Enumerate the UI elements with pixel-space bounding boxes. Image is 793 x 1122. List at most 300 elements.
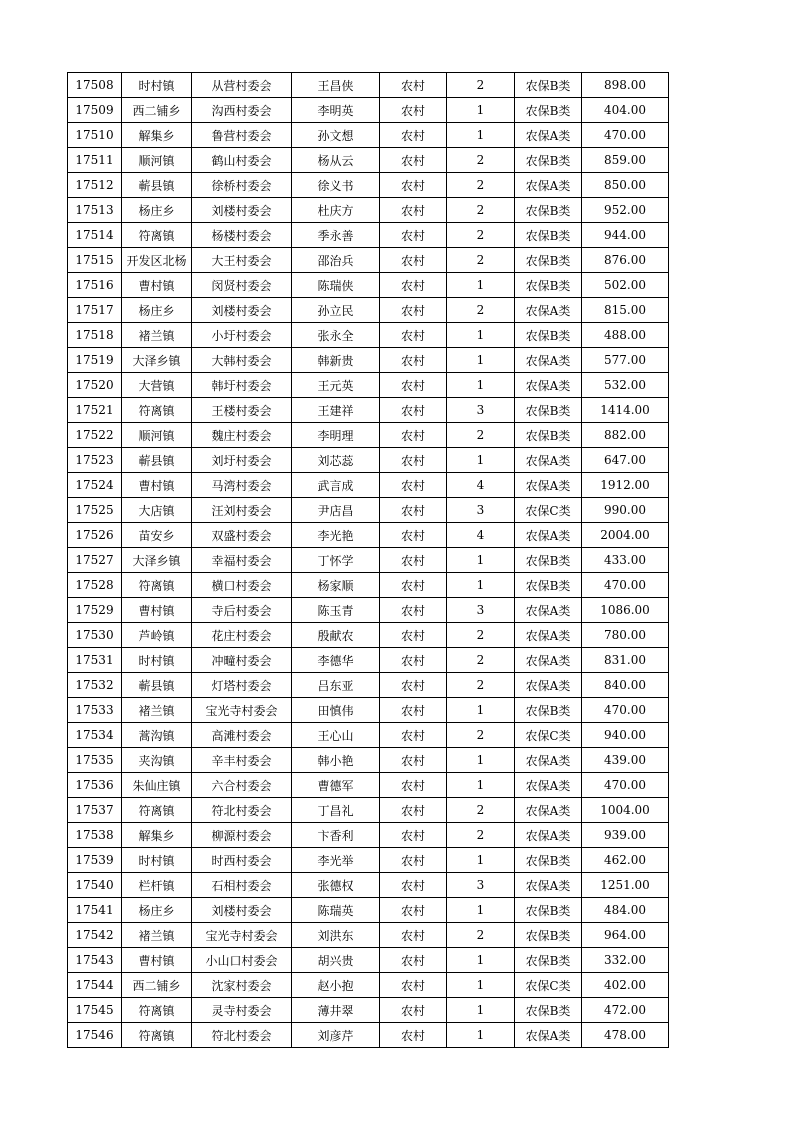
household-count-cell: 2 bbox=[447, 423, 515, 448]
amount-cell: 898.00 bbox=[582, 73, 669, 98]
table-body bbox=[68, 73, 669, 1048]
town-cell: 褚兰镇 bbox=[122, 323, 192, 348]
village-committee-cell: 杨楼村委会 bbox=[192, 223, 292, 248]
village-committee-cell: 小山口村委会 bbox=[192, 948, 292, 973]
insurance-category-cell: 农保B类 bbox=[515, 148, 582, 173]
area-type-cell: 农村 bbox=[380, 298, 447, 323]
village-committee-cell: 冲疃村委会 bbox=[192, 648, 292, 673]
area-type-cell: 农村 bbox=[380, 623, 447, 648]
amount-cell: 940.00 bbox=[582, 723, 669, 748]
town-cell: 西二铺乡 bbox=[122, 973, 192, 998]
village-committee-cell: 寺后村委会 bbox=[192, 598, 292, 623]
town-cell: 大店镇 bbox=[122, 498, 192, 523]
household-count-cell: 1 bbox=[447, 698, 515, 723]
amount-cell: 944.00 bbox=[582, 223, 669, 248]
insurance-category-cell: 农保A类 bbox=[515, 798, 582, 823]
record-id-cell: 17539 bbox=[68, 848, 122, 873]
village-committee-cell: 魏庄村委会 bbox=[192, 423, 292, 448]
insurance-category-cell: 农保A类 bbox=[515, 823, 582, 848]
amount-cell: 404.00 bbox=[582, 98, 669, 123]
village-committee-cell: 宝光寺村委会 bbox=[192, 698, 292, 723]
record-id-cell: 17543 bbox=[68, 948, 122, 973]
person-name-cell: 丁怀学 bbox=[292, 548, 380, 573]
insurance-category-cell: 农保B类 bbox=[515, 998, 582, 1023]
person-name-cell: 李德华 bbox=[292, 648, 380, 673]
table-row bbox=[68, 723, 669, 748]
household-count-cell: 2 bbox=[447, 648, 515, 673]
table-row bbox=[68, 698, 669, 723]
record-id-cell: 17536 bbox=[68, 773, 122, 798]
household-count-cell: 3 bbox=[447, 398, 515, 423]
village-committee-cell: 从营村委会 bbox=[192, 73, 292, 98]
household-count-cell: 4 bbox=[447, 523, 515, 548]
amount-cell: 1912.00 bbox=[582, 473, 669, 498]
village-committee-cell: 柳源村委会 bbox=[192, 823, 292, 848]
amount-cell: 859.00 bbox=[582, 148, 669, 173]
area-type-cell: 农村 bbox=[380, 498, 447, 523]
person-name-cell: 李明理 bbox=[292, 423, 380, 448]
village-committee-cell: 辛丰村委会 bbox=[192, 748, 292, 773]
record-id-cell: 17511 bbox=[68, 148, 122, 173]
area-type-cell: 农村 bbox=[380, 373, 447, 398]
insurance-category-cell: 农保A类 bbox=[515, 773, 582, 798]
amount-cell: 647.00 bbox=[582, 448, 669, 473]
insurance-category-cell: 农保B类 bbox=[515, 73, 582, 98]
amount-cell: 478.00 bbox=[582, 1023, 669, 1048]
household-count-cell: 1 bbox=[447, 998, 515, 1023]
area-type-cell: 农村 bbox=[380, 648, 447, 673]
insurance-category-cell: 农保A类 bbox=[515, 673, 582, 698]
village-committee-cell: 灯塔村委会 bbox=[192, 673, 292, 698]
insurance-category-cell: 农保A类 bbox=[515, 748, 582, 773]
household-count-cell: 2 bbox=[447, 173, 515, 198]
record-id-cell: 17524 bbox=[68, 473, 122, 498]
household-count-cell: 1 bbox=[447, 748, 515, 773]
table-row bbox=[68, 748, 669, 773]
amount-cell: 939.00 bbox=[582, 823, 669, 848]
table-row bbox=[68, 898, 669, 923]
household-count-cell: 2 bbox=[447, 923, 515, 948]
household-count-cell: 1 bbox=[447, 973, 515, 998]
area-type-cell: 农村 bbox=[380, 248, 447, 273]
area-type-cell: 农村 bbox=[380, 348, 447, 373]
insurance-category-cell: 农保C类 bbox=[515, 498, 582, 523]
area-type-cell: 农村 bbox=[380, 1023, 447, 1048]
town-cell: 芦岭镇 bbox=[122, 623, 192, 648]
amount-cell: 488.00 bbox=[582, 323, 669, 348]
household-count-cell: 3 bbox=[447, 598, 515, 623]
village-committee-cell: 符北村委会 bbox=[192, 798, 292, 823]
town-cell: 时村镇 bbox=[122, 848, 192, 873]
insurance-category-cell: 农保B类 bbox=[515, 323, 582, 348]
record-id-cell: 17537 bbox=[68, 798, 122, 823]
table-row bbox=[68, 648, 669, 673]
area-type-cell: 农村 bbox=[380, 173, 447, 198]
insurance-category-cell: 农保B类 bbox=[515, 698, 582, 723]
record-id-cell: 17541 bbox=[68, 898, 122, 923]
insurance-category-cell: 农保A类 bbox=[515, 173, 582, 198]
amount-cell: 964.00 bbox=[582, 923, 669, 948]
record-id-cell: 17514 bbox=[68, 223, 122, 248]
village-committee-cell: 大王村委会 bbox=[192, 248, 292, 273]
amount-cell: 462.00 bbox=[582, 848, 669, 873]
village-committee-cell: 横口村委会 bbox=[192, 573, 292, 598]
household-count-cell: 1 bbox=[447, 1023, 515, 1048]
household-count-cell: 1 bbox=[447, 273, 515, 298]
household-count-cell: 2 bbox=[447, 673, 515, 698]
person-name-cell: 杜庆方 bbox=[292, 198, 380, 223]
area-type-cell: 农村 bbox=[380, 923, 447, 948]
town-cell: 杨庄乡 bbox=[122, 298, 192, 323]
area-type-cell: 农村 bbox=[380, 598, 447, 623]
record-id-cell: 17545 bbox=[68, 998, 122, 1023]
area-type-cell: 农村 bbox=[380, 573, 447, 598]
area-type-cell: 农村 bbox=[380, 948, 447, 973]
amount-cell: 831.00 bbox=[582, 648, 669, 673]
area-type-cell: 农村 bbox=[380, 848, 447, 873]
table-row bbox=[68, 398, 669, 423]
village-committee-cell: 刘楼村委会 bbox=[192, 898, 292, 923]
insurance-category-cell: 农保A类 bbox=[515, 1023, 582, 1048]
person-name-cell: 刘芯蕊 bbox=[292, 448, 380, 473]
household-count-cell: 1 bbox=[447, 898, 515, 923]
person-name-cell: 胡兴贵 bbox=[292, 948, 380, 973]
insurance-category-cell: 农保B类 bbox=[515, 548, 582, 573]
town-cell: 西二铺乡 bbox=[122, 98, 192, 123]
table-row bbox=[68, 823, 669, 848]
table-row bbox=[68, 223, 669, 248]
person-name-cell: 刘彦芹 bbox=[292, 1023, 380, 1048]
person-name-cell: 田慎伟 bbox=[292, 698, 380, 723]
amount-cell: 1251.00 bbox=[582, 873, 669, 898]
village-committee-cell: 六合村委会 bbox=[192, 773, 292, 798]
village-committee-cell: 小圩村委会 bbox=[192, 323, 292, 348]
village-committee-cell: 马湾村委会 bbox=[192, 473, 292, 498]
village-committee-cell: 鲁营村委会 bbox=[192, 123, 292, 148]
insurance-category-cell: 农保A类 bbox=[515, 448, 582, 473]
person-name-cell: 李光举 bbox=[292, 848, 380, 873]
village-committee-cell: 高滩村委会 bbox=[192, 723, 292, 748]
amount-cell: 990.00 bbox=[582, 498, 669, 523]
area-type-cell: 农村 bbox=[380, 73, 447, 98]
village-committee-cell: 时西村委会 bbox=[192, 848, 292, 873]
person-name-cell: 曹德军 bbox=[292, 773, 380, 798]
town-cell: 栏杆镇 bbox=[122, 873, 192, 898]
household-count-cell: 1 bbox=[447, 348, 515, 373]
amount-cell: 780.00 bbox=[582, 623, 669, 648]
village-committee-cell: 灵寺村委会 bbox=[192, 998, 292, 1023]
household-count-cell: 2 bbox=[447, 73, 515, 98]
area-type-cell: 农村 bbox=[380, 673, 447, 698]
town-cell: 大泽乡镇 bbox=[122, 548, 192, 573]
insurance-category-cell: 农保C类 bbox=[515, 973, 582, 998]
amount-cell: 577.00 bbox=[582, 348, 669, 373]
household-count-cell: 2 bbox=[447, 148, 515, 173]
household-count-cell: 1 bbox=[447, 548, 515, 573]
insurance-category-cell: 农保B类 bbox=[515, 398, 582, 423]
town-cell: 解集乡 bbox=[122, 123, 192, 148]
record-id-cell: 17520 bbox=[68, 373, 122, 398]
table-row bbox=[68, 873, 669, 898]
town-cell: 时村镇 bbox=[122, 73, 192, 98]
insurance-category-cell: 农保A类 bbox=[515, 298, 582, 323]
area-type-cell: 农村 bbox=[380, 823, 447, 848]
person-name-cell: 丁昌礼 bbox=[292, 798, 380, 823]
record-id-cell: 17515 bbox=[68, 248, 122, 273]
amount-cell: 470.00 bbox=[582, 773, 669, 798]
table-row bbox=[68, 673, 669, 698]
record-id-cell: 17529 bbox=[68, 598, 122, 623]
town-cell: 蕲县镇 bbox=[122, 673, 192, 698]
record-id-cell: 17508 bbox=[68, 73, 122, 98]
village-committee-cell: 闵贤村委会 bbox=[192, 273, 292, 298]
person-name-cell: 杨家顺 bbox=[292, 573, 380, 598]
household-count-cell: 2 bbox=[447, 223, 515, 248]
insurance-category-cell: 农保B类 bbox=[515, 248, 582, 273]
area-type-cell: 农村 bbox=[380, 548, 447, 573]
amount-cell: 433.00 bbox=[582, 548, 669, 573]
town-cell: 曹村镇 bbox=[122, 598, 192, 623]
data-table bbox=[67, 72, 669, 1048]
person-name-cell: 杨从云 bbox=[292, 148, 380, 173]
village-committee-cell: 刘圩村委会 bbox=[192, 448, 292, 473]
table-row bbox=[68, 98, 669, 123]
town-cell: 符离镇 bbox=[122, 998, 192, 1023]
person-name-cell: 陈瑞英 bbox=[292, 898, 380, 923]
household-count-cell: 2 bbox=[447, 623, 515, 648]
amount-cell: 876.00 bbox=[582, 248, 669, 273]
record-id-cell: 17531 bbox=[68, 648, 122, 673]
table-row bbox=[68, 198, 669, 223]
insurance-category-cell: 农保B类 bbox=[515, 273, 582, 298]
area-type-cell: 农村 bbox=[380, 723, 447, 748]
household-count-cell: 1 bbox=[447, 773, 515, 798]
household-count-cell: 1 bbox=[447, 948, 515, 973]
record-id-cell: 17526 bbox=[68, 523, 122, 548]
person-name-cell: 张德权 bbox=[292, 873, 380, 898]
insurance-category-cell: 农保B类 bbox=[515, 923, 582, 948]
town-cell: 蒿沟镇 bbox=[122, 723, 192, 748]
insurance-category-cell: 农保A类 bbox=[515, 648, 582, 673]
area-type-cell: 农村 bbox=[380, 98, 447, 123]
table-row bbox=[68, 373, 669, 398]
table-row bbox=[68, 623, 669, 648]
table-row bbox=[68, 273, 669, 298]
insurance-category-cell: 农保A类 bbox=[515, 623, 582, 648]
town-cell: 符离镇 bbox=[122, 398, 192, 423]
area-type-cell: 农村 bbox=[380, 973, 447, 998]
insurance-category-cell: 农保B类 bbox=[515, 198, 582, 223]
town-cell: 顺河镇 bbox=[122, 423, 192, 448]
town-cell: 朱仙庄镇 bbox=[122, 773, 192, 798]
record-id-cell: 17538 bbox=[68, 823, 122, 848]
table-row bbox=[68, 998, 669, 1023]
table-row bbox=[68, 248, 669, 273]
household-count-cell: 4 bbox=[447, 473, 515, 498]
insurance-category-cell: 农保B类 bbox=[515, 423, 582, 448]
person-name-cell: 王元英 bbox=[292, 373, 380, 398]
person-name-cell: 卞香利 bbox=[292, 823, 380, 848]
table-row bbox=[68, 423, 669, 448]
town-cell: 开发区北杨 bbox=[122, 248, 192, 273]
person-name-cell: 韩小艳 bbox=[292, 748, 380, 773]
amount-cell: 484.00 bbox=[582, 898, 669, 923]
town-cell: 符离镇 bbox=[122, 1023, 192, 1048]
household-count-cell: 2 bbox=[447, 298, 515, 323]
amount-cell: 840.00 bbox=[582, 673, 669, 698]
village-committee-cell: 刘楼村委会 bbox=[192, 198, 292, 223]
record-id-cell: 17533 bbox=[68, 698, 122, 723]
area-type-cell: 农村 bbox=[380, 698, 447, 723]
table-row bbox=[68, 448, 669, 473]
record-id-cell: 17532 bbox=[68, 673, 122, 698]
area-type-cell: 农村 bbox=[380, 898, 447, 923]
person-name-cell: 邵治兵 bbox=[292, 248, 380, 273]
amount-cell: 532.00 bbox=[582, 373, 669, 398]
record-id-cell: 17530 bbox=[68, 623, 122, 648]
town-cell: 曹村镇 bbox=[122, 273, 192, 298]
town-cell: 褚兰镇 bbox=[122, 923, 192, 948]
insurance-category-cell: 农保A类 bbox=[515, 473, 582, 498]
household-count-cell: 2 bbox=[447, 198, 515, 223]
amount-cell: 850.00 bbox=[582, 173, 669, 198]
town-cell: 蕲县镇 bbox=[122, 173, 192, 198]
table-row bbox=[68, 798, 669, 823]
amount-cell: 1086.00 bbox=[582, 598, 669, 623]
village-committee-cell: 双盛村委会 bbox=[192, 523, 292, 548]
area-type-cell: 农村 bbox=[380, 798, 447, 823]
insurance-category-cell: 农保B类 bbox=[515, 848, 582, 873]
person-name-cell: 尹店昌 bbox=[292, 498, 380, 523]
table-row bbox=[68, 348, 669, 373]
person-name-cell: 孙文想 bbox=[292, 123, 380, 148]
record-id-cell: 17542 bbox=[68, 923, 122, 948]
record-id-cell: 17517 bbox=[68, 298, 122, 323]
household-count-cell: 1 bbox=[447, 98, 515, 123]
table-row bbox=[68, 973, 669, 998]
insurance-category-cell: 农保C类 bbox=[515, 723, 582, 748]
insurance-category-cell: 农保A类 bbox=[515, 123, 582, 148]
person-name-cell: 季永善 bbox=[292, 223, 380, 248]
record-id-cell: 17546 bbox=[68, 1023, 122, 1048]
town-cell: 蕲县镇 bbox=[122, 448, 192, 473]
village-committee-cell: 沈家村委会 bbox=[192, 973, 292, 998]
insurance-category-cell: 农保B类 bbox=[515, 948, 582, 973]
amount-cell: 470.00 bbox=[582, 123, 669, 148]
person-name-cell: 殷献农 bbox=[292, 623, 380, 648]
household-count-cell: 1 bbox=[447, 373, 515, 398]
amount-cell: 815.00 bbox=[582, 298, 669, 323]
table-row bbox=[68, 598, 669, 623]
person-name-cell: 王昌侠 bbox=[292, 73, 380, 98]
person-name-cell: 王建祥 bbox=[292, 398, 380, 423]
town-cell: 符离镇 bbox=[122, 573, 192, 598]
town-cell: 时村镇 bbox=[122, 648, 192, 673]
town-cell: 大营镇 bbox=[122, 373, 192, 398]
household-count-cell: 2 bbox=[447, 823, 515, 848]
person-name-cell: 武言成 bbox=[292, 473, 380, 498]
person-name-cell: 赵小抱 bbox=[292, 973, 380, 998]
person-name-cell: 徐义书 bbox=[292, 173, 380, 198]
town-cell: 夹沟镇 bbox=[122, 748, 192, 773]
amount-cell: 439.00 bbox=[582, 748, 669, 773]
table-row bbox=[68, 848, 669, 873]
village-committee-cell: 王楼村委会 bbox=[192, 398, 292, 423]
town-cell: 杨庄乡 bbox=[122, 198, 192, 223]
insurance-category-cell: 农保A类 bbox=[515, 373, 582, 398]
amount-cell: 2004.00 bbox=[582, 523, 669, 548]
area-type-cell: 农村 bbox=[380, 523, 447, 548]
village-committee-cell: 大韩村委会 bbox=[192, 348, 292, 373]
table-row bbox=[68, 548, 669, 573]
area-type-cell: 农村 bbox=[380, 223, 447, 248]
person-name-cell: 陈玉青 bbox=[292, 598, 380, 623]
record-id-cell: 17540 bbox=[68, 873, 122, 898]
table-row bbox=[68, 123, 669, 148]
village-committee-cell: 汪刘村委会 bbox=[192, 498, 292, 523]
person-name-cell: 刘洪东 bbox=[292, 923, 380, 948]
table-row bbox=[68, 498, 669, 523]
person-name-cell: 张永全 bbox=[292, 323, 380, 348]
record-id-cell: 17516 bbox=[68, 273, 122, 298]
insurance-category-cell: 农保B类 bbox=[515, 223, 582, 248]
area-type-cell: 农村 bbox=[380, 998, 447, 1023]
table-row bbox=[68, 523, 669, 548]
area-type-cell: 农村 bbox=[380, 123, 447, 148]
table-row bbox=[68, 173, 669, 198]
record-id-cell: 17527 bbox=[68, 548, 122, 573]
table-row bbox=[68, 1023, 669, 1048]
town-cell: 杨庄乡 bbox=[122, 898, 192, 923]
village-committee-cell: 沟西村委会 bbox=[192, 98, 292, 123]
area-type-cell: 农村 bbox=[380, 748, 447, 773]
record-id-cell: 17519 bbox=[68, 348, 122, 373]
record-id-cell: 17523 bbox=[68, 448, 122, 473]
record-id-cell: 17525 bbox=[68, 498, 122, 523]
amount-cell: 470.00 bbox=[582, 573, 669, 598]
record-id-cell: 17513 bbox=[68, 198, 122, 223]
person-name-cell: 薄井翠 bbox=[292, 998, 380, 1023]
household-count-cell: 1 bbox=[447, 448, 515, 473]
household-count-cell: 3 bbox=[447, 498, 515, 523]
table-row bbox=[68, 948, 669, 973]
town-cell: 符离镇 bbox=[122, 223, 192, 248]
town-cell: 符离镇 bbox=[122, 798, 192, 823]
town-cell: 解集乡 bbox=[122, 823, 192, 848]
household-count-cell: 2 bbox=[447, 248, 515, 273]
village-committee-cell: 石相村委会 bbox=[192, 873, 292, 898]
table-row bbox=[68, 773, 669, 798]
record-id-cell: 17521 bbox=[68, 398, 122, 423]
person-name-cell: 孙立民 bbox=[292, 298, 380, 323]
table-row bbox=[68, 73, 669, 98]
record-id-cell: 17522 bbox=[68, 423, 122, 448]
town-cell: 大泽乡镇 bbox=[122, 348, 192, 373]
table-row bbox=[68, 473, 669, 498]
household-count-cell: 1 bbox=[447, 848, 515, 873]
amount-cell: 502.00 bbox=[582, 273, 669, 298]
household-count-cell: 3 bbox=[447, 873, 515, 898]
village-committee-cell: 符北村委会 bbox=[192, 1023, 292, 1048]
area-type-cell: 农村 bbox=[380, 148, 447, 173]
person-name-cell: 吕东亚 bbox=[292, 673, 380, 698]
area-type-cell: 农村 bbox=[380, 473, 447, 498]
village-committee-cell: 韩圩村委会 bbox=[192, 373, 292, 398]
village-committee-cell: 鹤山村委会 bbox=[192, 148, 292, 173]
table-row bbox=[68, 573, 669, 598]
village-committee-cell: 花庄村委会 bbox=[192, 623, 292, 648]
person-name-cell: 韩新贵 bbox=[292, 348, 380, 373]
